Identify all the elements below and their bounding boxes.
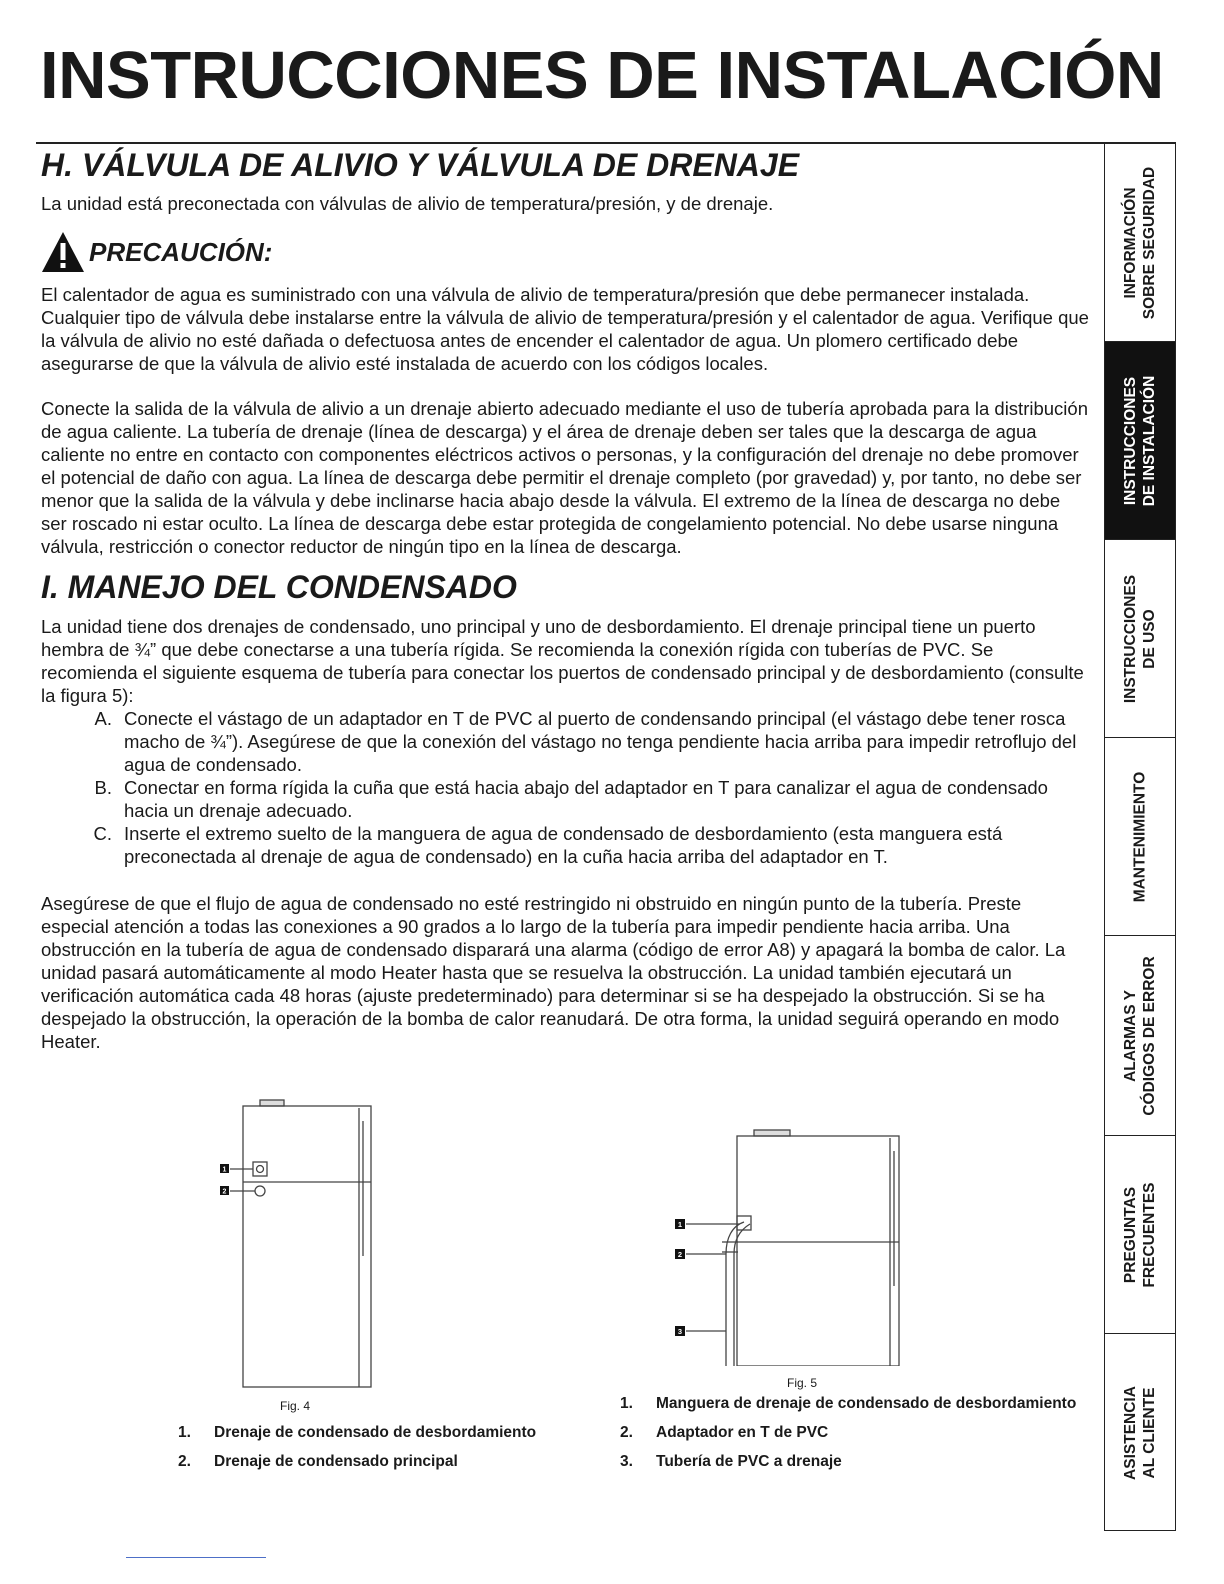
legend-item [620,1395,1076,1424]
legend-item [620,1453,1076,1482]
section-i-intro: La unidad tiene dos drenajes de condensado, uno principal y uno de desbordamiento. El drenaje principal tiene un puerto hembra de ¾” que debe conectarse a una tubería rígida. Se recomienda la conexión rígida con tuberías de PVC. Se recomienda el siguiente esquema de tubería para conectar los puertos de condensado principal y de desbordamiento (consulte la figura 5): [41,615,1084,706]
figure-4-callout [220,1164,229,1174]
figure-5-caption: Fig. 5 [787,1376,818,1390]
list-item [41,707,1091,776]
title-divider [36,142,1176,144]
section-h-intro: La unidad está preconectada con válvulas de alivio de temperatura/presión, y de drenaje. [41,193,774,215]
svg-text:1: 1 [677,1220,683,1229]
step-marker: B. [94,776,112,798]
legend-number: 2. [620,1424,633,1441]
figure-4-diagram [210,1096,390,1390]
tab-faq[interactable] [1105,1136,1175,1334]
legend-text: Manguera de drenaje de condensado de desbordamiento [656,1395,1077,1412]
figure-4-callout [220,1186,229,1196]
step-text: Conectar en forma rígida la cuña que está hacia abajo del adaptador en T para canalizar el agua de condensado hacia un drenaje adecuado. [124,776,1048,821]
legend-item [178,1424,536,1453]
tab-label: INFORMACIÓN SOBRE SEGURIDAD [1122,166,1158,319]
step-marker: A. [94,707,112,729]
caution-text: El calentador de agua es suministrado con una válvula de alivio de temperatura/presión que debe permanecer instalada. Cualquier tipo de válvula debe instalarse entre la válvula de alivio de temperatura/presión y el calentador de agua. Verifique que la válvula de alivio no esté dañada o defectuosa antes de encender el calentador de agua. Un plomero certificado debe asegurarse de que la válvula de alivio esté instalada de acuerdo con los códigos locales. [41,284,1089,375]
tab-label: ASISTENCIA AL CLIENTE [1122,1386,1158,1480]
list-item [41,822,1091,868]
page-title: INSTRUCCIONES DE INSTALACIÓN [40,38,1164,113]
tab-label: INSTRUCCIONES DE USO [1122,574,1158,703]
figure-5-callout [675,1219,685,1229]
section-h-heading: H. VÁLVULA DE ALIVIO Y VÁLVULA DE DRENAJE [41,147,800,183]
legend-number: 1. [620,1395,633,1412]
figure-4-legend [178,1424,536,1482]
tab-maintenance[interactable] [1105,738,1175,936]
tab-customer-assistance[interactable] [1105,1334,1175,1532]
step-text: Conecte el vástago de un adaptador en T de PVC al puerto de condensando principal (el vástago debe tener rosca macho de ¾”). Asegúrese de que la conexión del vástago no tenga pendiente hacia arriba para impedir retroflujo del agua de condensado. [124,707,1077,775]
main-content [41,146,1091,1053]
svg-text:2: 2 [222,1188,227,1196]
tab-label: MANTENIMIENTO [1131,771,1149,902]
section-i-heading: I. MANEJO DEL CONDENSADO [41,569,517,606]
legend-item [620,1424,1076,1453]
condensate-steps [41,707,1091,868]
legend-text: Adaptador en T de PVC [656,1424,829,1441]
figure-4-caption: Fig. 4 [280,1399,311,1413]
legend-text: Drenaje de condensado principal [214,1453,458,1470]
tab-installation-instructions[interactable] [1105,342,1175,540]
step-text: Inserte el extremo suelto de la manguera de agua de condensado de desbordamiento (esta manguera está preconectada al drenaje de agua de condensado) en la cuña hacia arriba del adaptador en T. [124,822,1003,867]
caution-banner [41,231,1091,273]
legend-number: 3. [620,1453,633,1470]
tab-label: ALARMAS Y CÓDIGOS DE ERROR [1122,955,1158,1116]
caution-label: PRECAUCIÓN: [89,236,273,267]
tab-alarms-error-codes[interactable] [1105,936,1175,1136]
footer-divider [126,1557,266,1558]
svg-text:3: 3 [677,1327,683,1336]
tab-label: INSTRUCCIONES DE INSTALACIÓN [1122,375,1158,506]
figure-5-callout [675,1249,685,1259]
section-i-closing: Asegúrese de que el flujo de agua de condensado no esté restringido ni obstruido en ningún punto de la tubería. Preste especial atención a todas las conexiones a 90 grados a lo largo de la tubería para impedir pendiente hacia arriba. Una obstrucción en la tubería de agua de condensado disparará una alarma (código de error A8) y apagará la bomba de calor. La unidad pasará automáticamente al modo Heater hasta que se resuelva la obstrucción. La unidad también ejecutará un verificación automática cada 48 horas (ajuste predeterminado) para determinar si se ha despejado la obstrucción. Si se ha despejado la obstrucción, la operación de la bomba de calor reanudará. De otra forma, la unidad seguirá operando en modo Heater. [41,892,1066,1052]
legend-number: 2. [178,1453,191,1470]
discharge-text: Conecte la salida de la válvula de alivio a un drenaje abierto adecuado mediante el uso de tubería aprobada para la distribución de agua caliente. La tubería de drenaje (línea de descarga) y el área de drenaje deben ser tales que la descarga de agua caliente no entre en contacto con componentes eléctricos activos o personas, y la configuración del drenaje no debe promover el potencial de daño con agua. La línea de descarga debe permitir el drenaje completo (por gravedad) y, por tanto, no debe ser menor que la salida de la válvula y debe inclinarse hacia abajo desde la válvula. El extremo de la línea de descarga no debe ser roscado ni estar oculto. La línea de descarga debe estar protegida de congelamiento potencial. No debe usarse ninguna válvula, restricción o conector reductor de ningún tipo en la línea de descarga. [41,398,1088,558]
legend-text: Drenaje de condensado de desbordamiento [214,1424,537,1441]
legend-number: 1. [178,1424,191,1441]
figure-5-callout [675,1326,685,1336]
svg-text:2: 2 [677,1250,683,1259]
figure-5-diagram [668,1126,928,1366]
tab-safety-information[interactable] [1105,144,1175,342]
section-tabs [1104,143,1176,1531]
warning-icon [41,231,85,273]
list-item [41,776,1091,822]
step-marker: C. [93,822,112,844]
svg-text:1: 1 [222,1166,227,1174]
legend-item [178,1453,536,1482]
figure-5-legend [620,1395,1076,1482]
tab-operating-instructions[interactable] [1105,540,1175,738]
legend-text: Tubería de PVC a drenaje [656,1453,842,1470]
tab-label: PREGUNTAS FRECUENTES [1122,1181,1158,1288]
